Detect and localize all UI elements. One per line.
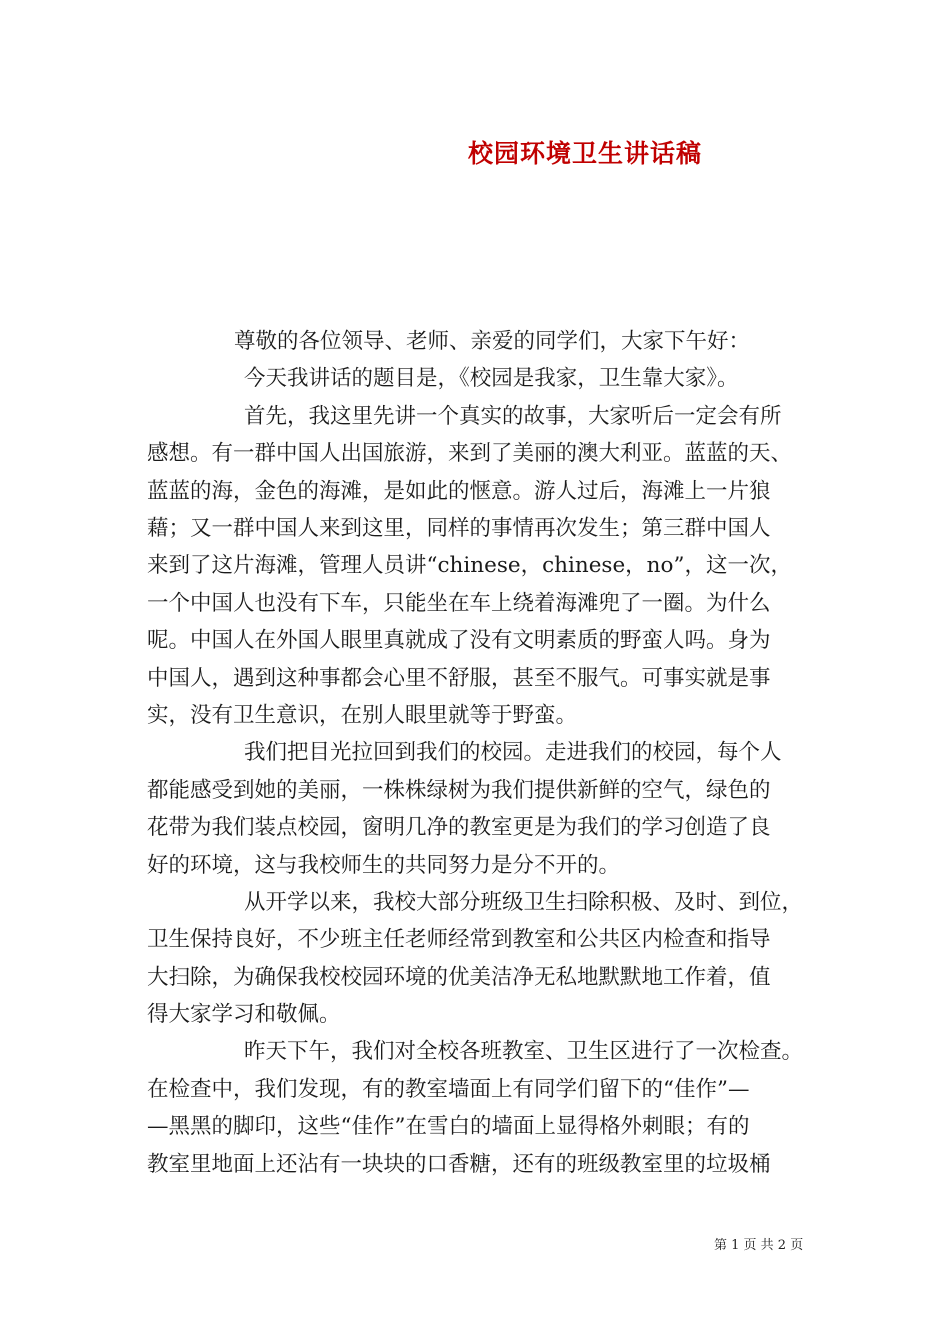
paragraph-line: 卫生保持良好，不少班主任老师经常到教室和公共区内检查和指导 [147, 927, 771, 952]
paragraph-line: 在检查中，我们发现，有的教室墙面上有同学们留下的“佳作”— [147, 1077, 750, 1102]
paragraph-line: 藉；又一群中国人来到这里，同样的事情再次发生；第三群中国人 [147, 516, 771, 541]
paragraph-line: 中国人，遇到这种事都会心里不舒服，甚至不服气。可事实就是事 [147, 666, 771, 691]
paragraph-line: 首先，我这里先讲一个真实的故事，大家听后一定会有所 [244, 404, 782, 429]
paragraph-line: 一个中国人也没有下车，只能坐在车上绕着海滩兜了一圈。为什么 [147, 591, 771, 616]
document-title: 校园环境卫生讲话稿 [468, 139, 703, 168]
topic-line: 今天我讲话的题目是，《校园是我家，卫生靠大家》。 [244, 366, 739, 391]
paragraph-line: 从开学以来，我校大部分班级卫生扫除积极、及时、到位， [244, 890, 804, 915]
paragraph-line: 呢。中国人在外国人眼里真就成了没有文明素质的野蛮人吗。身为 [147, 628, 771, 653]
paragraph-line: 都能感受到她的美丽，一株株绿树为我们提供新鲜的空气，绿色的 [147, 778, 771, 803]
page-number: 第 1 页 共 2 页 [714, 1238, 804, 1253]
paragraph-line: 大扫除，为确保我校校园环境的优美洁净无私地默默地工作着，值 [147, 965, 771, 990]
paragraph-line: 好的环境，这与我校师生的共同努力是分不开的。 [147, 853, 621, 878]
paragraph-line: —黑黑的脚印，这些“佳作”在雪白的墙面上显得格外刺眼；有的 [147, 1114, 750, 1139]
paragraph-line: 昨天下午，我们对全校各班教室、卫生区进行了一次检查。 [244, 1039, 804, 1064]
paragraph-line: 蓝蓝的海，金色的海滩，是如此的惬意。游人过后，海滩上一片狼 [147, 479, 771, 504]
paragraph-line: 花带为我们装点校园，窗明几净的教室更是为我们的学习创造了良 [147, 815, 771, 840]
paragraph-line: 实，没有卫生意识，在别人眼里就等于野蛮。 [147, 703, 578, 728]
greeting-line: 尊敬的各位领导、老师、亲爱的同学们，大家下午好： [234, 329, 751, 354]
paragraph-line: 感想。有一群中国人出国旅游，来到了美丽的澳大利亚。蓝蓝的天、 [147, 441, 793, 466]
paragraph-line: 教室里地面上还沾有一块块的口香糖，还有的班级教室里的垃圾桶 [147, 1152, 771, 1177]
paragraph-line: 我们把目光拉回到我们的校园。走进我们的校园，每个人 [244, 740, 782, 765]
paragraph-line: 得大家学习和敬佩。 [147, 1002, 341, 1027]
paragraph-line: 来到了这片海滩，管理人员讲“chinese，chinese，no”，这一次， [147, 553, 792, 578]
